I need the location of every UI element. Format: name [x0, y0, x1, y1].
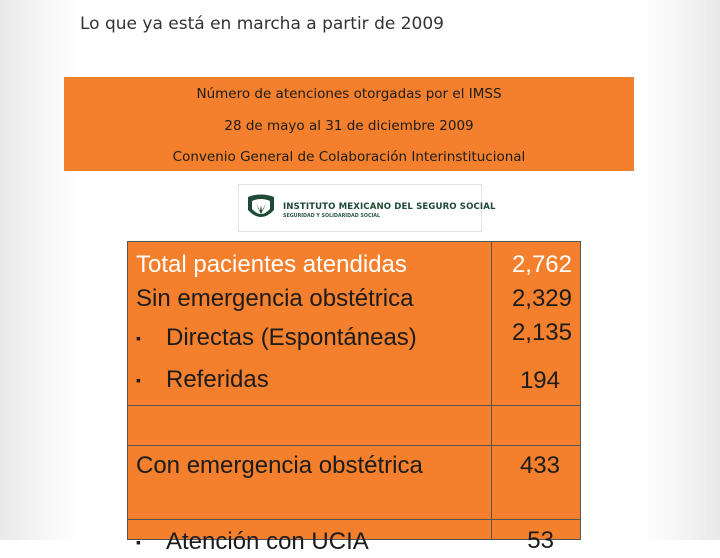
slide-right-shade [640, 0, 720, 540]
row-divider [128, 445, 580, 446]
row-ucia-value: 53 [527, 527, 554, 554]
row-sin-emergencia-label: Sin emergencia obstétrica [136, 285, 414, 312]
row-referidas-label: Referidas [166, 366, 269, 393]
stats-table [127, 241, 581, 555]
banner-line-1: Número de atenciones otorgadas por el IMSS [196, 86, 502, 102]
row-con-emergencia-value: 433 [519, 452, 560, 479]
row-directas-label: Directas (Espontáneas) [166, 324, 417, 351]
row-directas [136, 326, 417, 350]
imss-eagle-logo-icon [245, 193, 277, 223]
imss-logo [238, 184, 496, 232]
row-divider [128, 405, 580, 406]
bullet-icon: ▪ [136, 330, 141, 346]
banner-line-3: Convenio General de Colaboración Interinstitucional [172, 149, 526, 165]
row-total-value: 2,762 [511, 251, 572, 278]
bullet-icon: ▪ [136, 534, 141, 550]
row-ucia [136, 530, 369, 554]
row-ucia-label: Atención con UCIA [166, 528, 369, 555]
row-referidas-value: 194 [519, 367, 560, 394]
row-divider [128, 519, 580, 520]
banner-line-2: 28 de mayo al 31 de diciembre 2009 [224, 118, 474, 134]
row-con-emergencia-label: Con emergencia obstétrica [136, 452, 423, 479]
bullet-icon: ▪ [136, 372, 141, 388]
row-sin-emergencia-value: 2,329 [511, 285, 572, 312]
column-divider [491, 242, 492, 539]
row-referidas [136, 368, 269, 392]
logo-institution-name: INSTITUTO MEXICANO DEL SEGURO SOCIAL [283, 202, 496, 212]
title-banner [64, 77, 634, 171]
row-total-label: Total pacientes atendidas [136, 251, 407, 278]
slide-title: Lo que ya está en marcha a partir de 2009 [80, 14, 444, 34]
row-directas-value: 2,135 [511, 319, 572, 346]
logo-tagline: SEGURIDAD Y SOLIDARIDAD SOCIAL [283, 214, 381, 219]
